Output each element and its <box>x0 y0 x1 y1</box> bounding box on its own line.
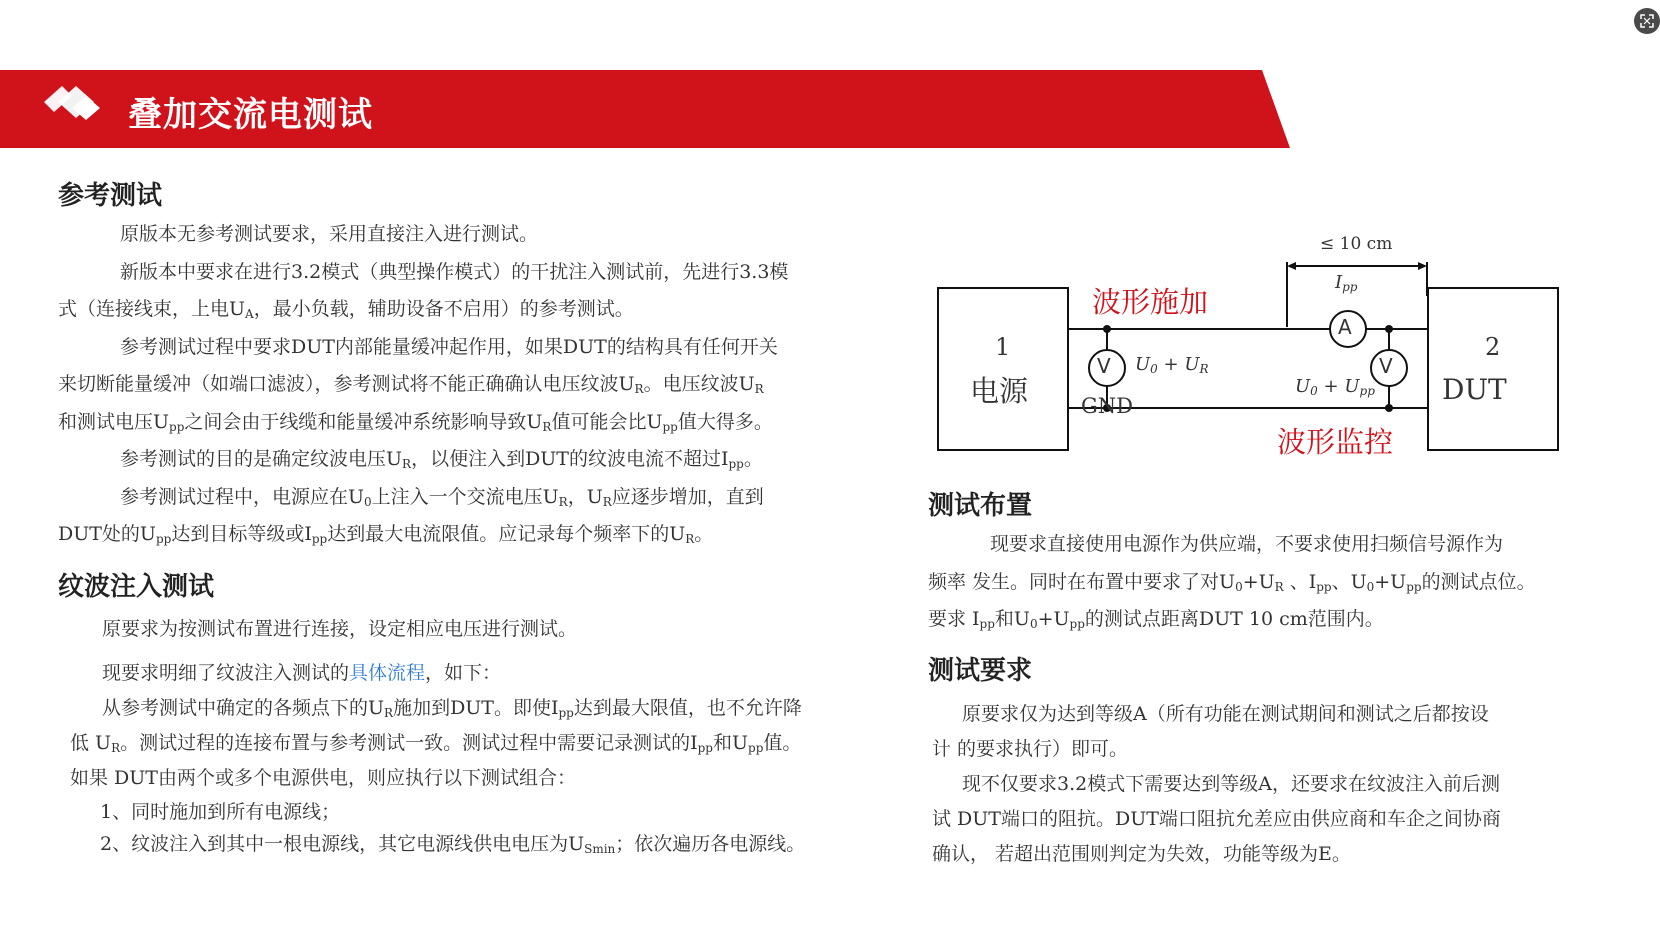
source-label: 电源 <box>970 374 1029 408</box>
circuit-schematic <box>925 230 1575 470</box>
ammeter-symbol: A <box>1338 315 1352 339</box>
ripple-list-item-1: 1、同时施加到所有电源线； <box>100 801 341 823</box>
voltmeter-left-symbol: V <box>1097 354 1111 378</box>
requirements-text <box>932 697 1652 872</box>
layout-text <box>928 526 1648 639</box>
layout-line3: 要求 $I_{pp}$和$U_0+U_{pp}$的测试点距离DUT 10 cm范围内。 <box>928 608 1384 631</box>
waveform-apply-label: 波形施加 <box>1092 285 1209 319</box>
req-p1-line1: 原要求仅为达到等级A（所有功能在测试期间和测试之后都按设 <box>962 703 1489 725</box>
ripple-p3-line3: 如果 DUT由两个或多个电源供电，则应执行以下测试组合： <box>70 767 576 789</box>
section-heading-reference: 参考测试 <box>58 181 163 211</box>
ref-p1: 原版本无参考测试要求，采用直接注入进行测试。 <box>120 223 539 245</box>
ripple-p3-line2: 低 $U_R$。测试过程的连接布置与参考测试一致。测试过程中需要记录测试的$I_{pp}$和$U_{pp}$值。 <box>70 732 802 755</box>
req-p2-line3: 确认， 若超出范围则判定为失效，功能等级为E。 <box>932 843 1351 865</box>
ref-p5-line2: DUT处的$U_{pp}$达到目标等级或$I_{pp}$达到最大电流限值。应记录每个频率下的$U_R$。 <box>58 523 714 546</box>
req-p1-line2: 计 的要求执行）即可。 <box>932 738 1129 760</box>
dut-label: DUT <box>1442 373 1507 406</box>
source-number: 1 <box>995 333 1011 361</box>
circuit-diagram <box>925 230 1575 470</box>
layout-line2: 频率 发生。同时在布置中要求了对$U_0+U_R$ 、$I_{pp}$、$U_0+U_{pp}$的测试点位。 <box>928 570 1536 594</box>
ref-p2-line1: 新版本中要求在进行3.2模式（典型操作模式）的干扰注入测试前，先进行3.3模 <box>120 260 789 283</box>
ripple-list-item-2: 2、纹波注入到其中一根电源线，其它电源线供电电压为$U_{Smin}$；依次遍历各电源线。 <box>100 833 806 856</box>
title-banner <box>0 70 1290 148</box>
ripple-text <box>70 612 870 860</box>
process-link[interactable]: 具体流程 <box>349 662 426 684</box>
u0-upp-label: $U_0 + U_{pp}$ <box>1295 376 1375 398</box>
fullscreen-button[interactable] <box>1634 8 1660 34</box>
ref-p3-line1: 参考测试过程中要求DUT内部能量缓冲起作用，如果DUT的结构具有任何开关 <box>120 335 778 358</box>
ipp-label: $I_{pp}$ <box>1335 272 1358 294</box>
distance-label: ≤ 10 cm <box>1320 234 1393 254</box>
section-heading-layout: 测试布置 <box>928 491 1033 521</box>
gnd-label: GND <box>1081 394 1133 418</box>
section-heading-requirements: 测试要求 <box>928 656 1033 686</box>
ripple-p2: 现要求明细了纹波注入测试的具体流程，如下： <box>102 662 502 684</box>
dut-number: 2 <box>1485 333 1501 361</box>
req-p2-line2: 试 DUT端口的阻抗。DUT端口阻抗允差应由供应商和车企之间协商 <box>932 808 1501 830</box>
layout-line1: 现要求直接使用电源作为供应端，不要求使用扫频信号源作为 <box>990 533 1504 555</box>
ref-p5-line1: 参考测试过程中，电源应在$U_0$上注入一个交流电压$U_R$，$U_R$应逐步增加，直到 <box>120 485 764 509</box>
page-title: 叠加交流电测试 <box>128 95 373 135</box>
reference-text <box>58 216 868 554</box>
waveform-monitor-label: 波形监控 <box>1277 425 1394 459</box>
section-heading-ripple: 纹波注入测试 <box>58 572 215 602</box>
ripple-p1: 原要求为按测试布置进行连接，设定相应电压进行测试。 <box>102 618 578 640</box>
ref-p3-line3: 和测试电压$U_{pp}$之间会由于线缆和能量缓冲系统影响导致$U_R$值可能会比$U_{pp}$值大得多。 <box>58 410 773 434</box>
req-p2-line1: 现不仅要求3.2模式下需要达到等级A，还要求在纹波注入前后测 <box>962 773 1500 795</box>
u0-ur-label: $U_0 + U_R$ <box>1135 354 1209 376</box>
expand-icon <box>1640 14 1654 28</box>
ref-p2-line2: 式（连接线束，上电$U_A$，最小负载，辅助设备不启用）的参考测试。 <box>58 298 634 321</box>
ripple-p3-line1: 从参考测试中确定的各频点下的$U_R$施加到DUT。即使$I_{pp}$达到最大限值，也不允许降 <box>102 697 802 720</box>
ref-p3-line2: 来切断能量缓冲（如端口滤波），参考测试将不能正确确认电压纹波$U_R$。电压纹波$U_R$ <box>58 373 764 396</box>
ref-p4: 参考测试的目的是确定纹波电压$U_R$，以便注入到DUT的纹波电流不超过$I_{pp}$。 <box>120 448 763 471</box>
voltmeter-right-symbol: V <box>1379 354 1393 378</box>
